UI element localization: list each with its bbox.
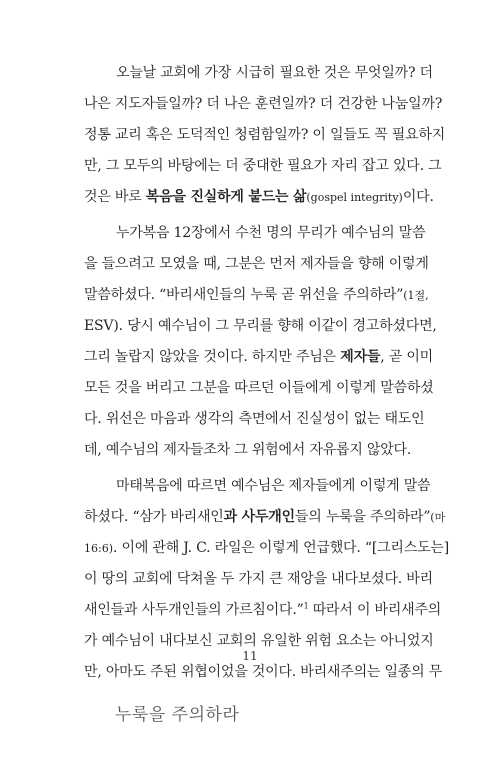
text-line (84, 89, 460, 120)
bold-text: 과 사두개인 (223, 509, 295, 525)
text-line (84, 249, 460, 280)
text-line (84, 595, 460, 626)
body-text: 이 땅의 교회에 닥쳐올 두 가지 큰 재앙을 내다보셨다. 바리 (84, 571, 433, 587)
text-line (84, 182, 460, 213)
body-text: 누가복음 12장에서 수천 명의 무리가 예수님의 말씀 (116, 225, 426, 241)
body-text: 데, 예수님의 제자들조차 그 위험에서 자유롭지 않았다. (84, 442, 412, 458)
paragraph (84, 218, 460, 466)
body-text: 정통 교리 혹은 도덕적인 청렴함일까? 이 일들도 꼭 필요하지 (84, 127, 446, 143)
text-line (84, 373, 460, 404)
body-text: 것은 바로 (84, 189, 146, 205)
citation-text: (1절, (403, 289, 429, 302)
text-line (84, 120, 460, 151)
body-text: 말씀하셨다. “바리새인들의 누룩 곧 위선을 주의하라” (84, 287, 404, 303)
body-text: 그리 놀랍지 않았을 것이다. 하지만 주님은 (84, 349, 341, 365)
text-line (84, 564, 460, 595)
body-text: 이다. (402, 189, 434, 205)
body-text: 하셨다. “삼가 바리새인 (84, 509, 224, 525)
text-line (84, 218, 460, 249)
body-text: 따라서 이 바리새주의 (308, 602, 442, 618)
body-text: 나은 지도자들일까? 더 나은 훈련일까? 더 건강한 나눔일까? (84, 96, 443, 112)
body-text: 새인들과 사두개인들의 가르침이다.” (84, 602, 304, 618)
text-line (84, 58, 460, 89)
citation-text: (마 (430, 511, 446, 524)
body-text: 만, 아마도 주된 위협이었을 것이다. 바리새주의는 일종의 무 (84, 664, 443, 680)
page-body (84, 58, 460, 688)
body-text: , 곧 이미 (380, 349, 433, 365)
text-line (84, 404, 460, 435)
page-number: 11 (242, 649, 258, 663)
bold-text: 제자들 (340, 349, 381, 365)
text-line (84, 533, 460, 564)
body-text: . 이에 관해 J. C. 라일은 이렇게 언급했다. “[그리스도는] (113, 540, 449, 556)
bold-text: 복음을 진실하게 붙드는 삶 (145, 189, 307, 205)
body-text: 다. 위선은 마음과 생각의 측면에서 진실성이 없는 태도인 (84, 411, 425, 427)
text-line (84, 435, 460, 466)
text-line (84, 280, 460, 311)
text-line (84, 471, 460, 502)
body-text: 들의 누룩을 주의하라” (294, 509, 431, 525)
citation-text: (gospel integrity) (306, 191, 403, 204)
running-title: 누룩을 주의하라 (115, 705, 240, 725)
text-line (84, 502, 460, 533)
body-text: 을 들으려고 모였을 때, 그분은 먼저 제자들을 향해 이렇게 (84, 256, 429, 272)
body-text: 만, 그 모두의 바탕에는 더 중대한 필요가 자리 잡고 있다. 그 (84, 158, 442, 174)
text-line (84, 342, 460, 373)
text-line (84, 311, 460, 342)
body-text: ESV). 당시 예수님이 그 무리를 향해 이같이 경고하셨다면, (84, 318, 437, 334)
citation-text: 16:6) (84, 542, 113, 555)
paragraph (84, 58, 460, 213)
text-line (84, 151, 460, 182)
body-text: 모든 것을 버리고 그분을 따르던 이들에게 이렇게 말씀하셨 (84, 380, 434, 396)
footnote-marker: 1 (303, 601, 309, 611)
body-text: 가 예수님이 내다보신 교회의 유일한 위험 요소는 아니었지 (84, 633, 434, 649)
body-text: 마태복음에 따르면 예수님은 제자들에게 이렇게 말씀 (116, 478, 431, 494)
body-text: 오늘날 교회에 가장 시급히 필요한 것은 무엇일까? 더 (116, 65, 433, 81)
